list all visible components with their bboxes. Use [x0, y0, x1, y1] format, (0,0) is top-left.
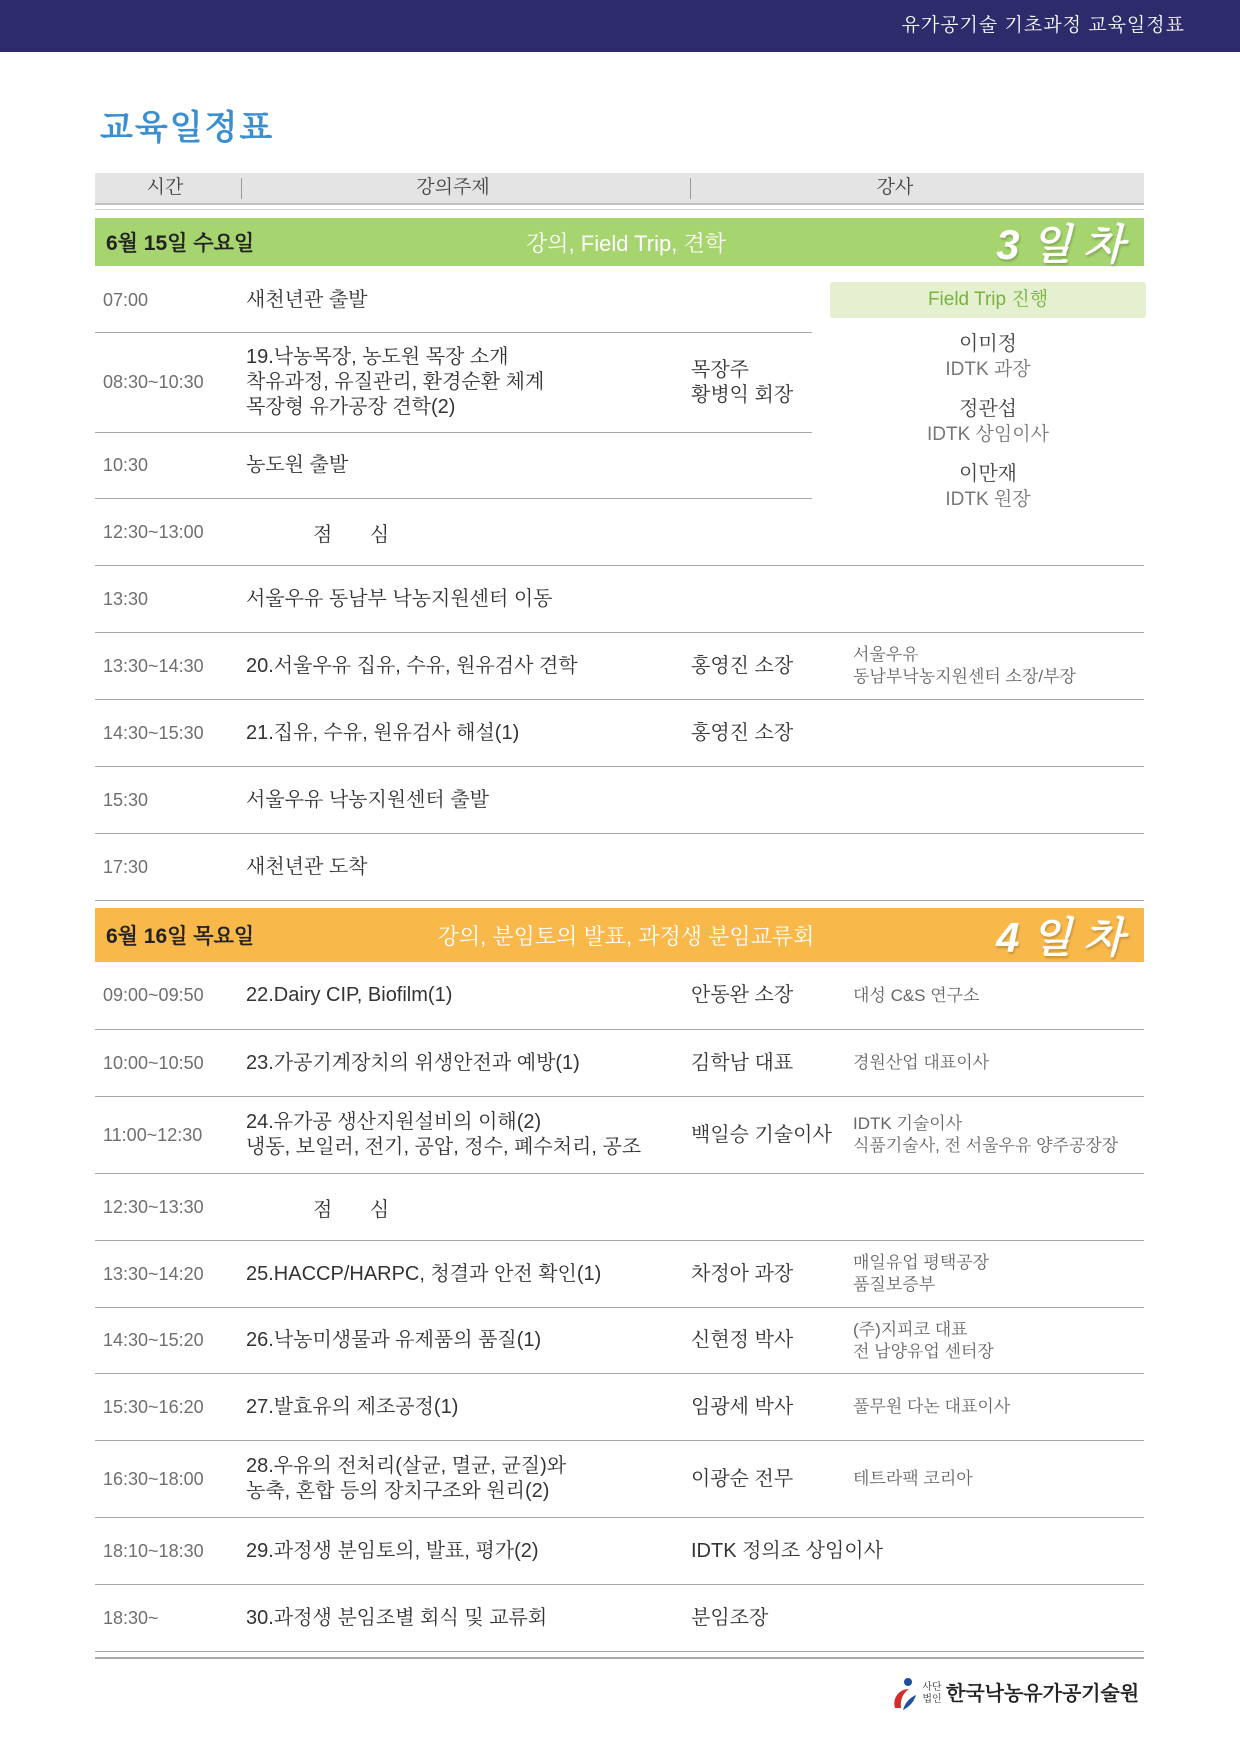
- row-affiliation: [853, 1241, 1173, 1307]
- instructor-line: 백일승 기술이사: [691, 1123, 832, 1146]
- schedule-row: [95, 1374, 1144, 1441]
- row-affiliation: [853, 1097, 1173, 1173]
- topic-line: 냉동, 보일러, 전기, 공압, 정수, 폐수처리, 공조: [246, 1136, 642, 1158]
- day-date: 6월 15일 수요일: [106, 232, 255, 255]
- staff-item: [830, 331, 1146, 396]
- table-header: [95, 173, 1144, 205]
- row-topic: [246, 1030, 686, 1096]
- row-instructor: [691, 700, 851, 766]
- instructor-line: 홍영진 소장: [691, 721, 794, 744]
- column-header-topic: 강의주제: [416, 177, 490, 198]
- row-topic: [246, 433, 686, 498]
- schedule-row: [95, 767, 1144, 834]
- column-header-time: 시간: [146, 177, 184, 198]
- row-time: 13:30~14:30: [103, 655, 204, 676]
- day-theme: 강의, Field Trip, 견학: [526, 230, 726, 256]
- row-time: 18:10~18:30: [103, 1540, 204, 1561]
- affiliation-line: 대성 C&S 연구소: [853, 985, 980, 1005]
- topic-line: 20.서울우유 집유, 수유, 원유검사 견학: [246, 654, 578, 677]
- staff-name: 이만재: [959, 463, 1017, 485]
- row-instructor: [691, 633, 851, 699]
- column-divider: [241, 178, 242, 199]
- row-time: 16:30~18:00: [103, 1468, 204, 1489]
- instructor-line: 목장주: [691, 358, 749, 381]
- topic-line: 24.유가공 생산지원설비의 이해(2): [246, 1111, 542, 1133]
- topic-line: 28.우유의 전처리(살균, 멸균, 균질)와: [246, 1455, 567, 1477]
- affiliation-line: 품질보증부: [853, 1275, 936, 1294]
- topic-line: 새천년관 도착: [246, 855, 368, 878]
- row-topic: [246, 566, 686, 632]
- row-time: 13:30: [103, 588, 149, 609]
- row-topic: [246, 333, 686, 432]
- schedule-row: [95, 1097, 1144, 1174]
- affiliation-line: 풀무원 다논 대표이사: [853, 1397, 1011, 1416]
- schedule-row-lunch: [95, 499, 1144, 566]
- row-topic: [246, 834, 686, 900]
- row-time: 14:30~15:30: [103, 722, 204, 743]
- row-instructor: [691, 962, 851, 1029]
- topic-line: 농도원 출발: [246, 454, 349, 476]
- staff-title: IDTK 과장: [945, 359, 1031, 380]
- instructor-line: 이광순 전무: [691, 1467, 794, 1490]
- schedule-row: [95, 962, 1144, 1030]
- schedule-row: [95, 1030, 1144, 1097]
- affiliation-line: 식품기술사, 전 서울우유 양주공장장: [853, 1136, 1119, 1155]
- schedule-row: [95, 566, 1144, 633]
- topic-line: 21.집유, 수유, 원유검사 해설(1): [246, 721, 520, 744]
- affiliation-line: 서울우유: [853, 645, 919, 664]
- schedule-row: [95, 433, 812, 499]
- schedule-row: [95, 1308, 1144, 1374]
- affiliation-line: 테트라팩 코리아: [853, 1469, 973, 1488]
- divider: [95, 209, 1144, 210]
- org-name: 한국낙농유가공기술원: [946, 1683, 1140, 1705]
- instructor-line: 김학남 대표: [691, 1051, 794, 1074]
- affiliation-line: 경원산업 대표이사: [853, 1053, 990, 1072]
- topic-line: 30.과정생 분임조별 회식 및 교류회: [246, 1606, 548, 1629]
- topic-line: 19.낙농목장, 농도원 목장 소개: [246, 346, 509, 368]
- org-logo-icon: [891, 1677, 917, 1711]
- staff-item: [830, 396, 1146, 461]
- row-topic: [246, 1241, 686, 1307]
- row-topic: [313, 1174, 513, 1240]
- row-time: 18:30~: [103, 1607, 159, 1628]
- day-number: 4 일 차: [996, 914, 1124, 961]
- row-time: 10:30: [103, 455, 149, 475]
- instructor-line: IDTK 정의조 상임이사: [691, 1539, 883, 1562]
- row-topic: [246, 1308, 686, 1373]
- row-time: 17:30: [103, 856, 149, 877]
- row-time: 15:30: [103, 789, 149, 810]
- row-topic: [246, 767, 686, 833]
- field-trip-staff: [830, 331, 1146, 526]
- column-header-instructor: 강사: [876, 177, 914, 198]
- row-instructor: [691, 1030, 851, 1096]
- schedule-row: [95, 834, 1144, 901]
- schedule-row: [95, 333, 812, 433]
- row-time: 13:30~14:20: [103, 1263, 204, 1284]
- row-time: 11:00~12:30: [103, 1124, 203, 1145]
- row-instructor: [691, 1585, 851, 1651]
- affiliation-line: 매일유업 평택공장: [853, 1253, 990, 1272]
- topic-line: 농축, 혼합 등의 장치구조와 원리(2): [246, 1480, 550, 1502]
- row-affiliation: [853, 962, 1173, 1029]
- row-instructor: [691, 1308, 851, 1373]
- header-bar: [0, 0, 1240, 52]
- topic-line: 목장형 유가공장 견학(2): [246, 396, 456, 418]
- row-affiliation: [853, 633, 1173, 699]
- row-instructor: [691, 1518, 1011, 1584]
- row-topic: [246, 1441, 686, 1517]
- row-instructor: [691, 1097, 851, 1173]
- row-topic: [246, 700, 686, 766]
- row-topic: [246, 633, 686, 699]
- instructor-line: 황병익 회장: [691, 383, 794, 406]
- lunch-label: 점 심: [313, 523, 390, 546]
- topic-line: 서울우유 낙농지원센터 출발: [246, 788, 489, 811]
- row-time: 12:30~13:00: [103, 521, 204, 542]
- row-instructor: [691, 1241, 851, 1307]
- schedule-row: [95, 1441, 1144, 1518]
- row-time: 10:00~10:50: [103, 1052, 204, 1073]
- row-topic: [246, 962, 686, 1029]
- row-instructor: [691, 333, 851, 432]
- row-time: 07:00: [103, 289, 149, 310]
- schedule-row: [95, 268, 812, 333]
- affiliation-line: (주)지피코 대표: [853, 1319, 968, 1339]
- day-banner: [95, 908, 1144, 962]
- topic-line: 25.HACCP/HARPC, 청결과 안전 확인(1): [246, 1262, 602, 1285]
- row-topic: [313, 499, 513, 565]
- schedule-row: [95, 700, 1144, 767]
- table-bottom-rule: [95, 1657, 1144, 1659]
- row-affiliation: [853, 1030, 1173, 1096]
- row-time: 14:30~15:20: [103, 1330, 204, 1350]
- schedule-row: [95, 1585, 1144, 1652]
- row-time: 12:30~13:30: [103, 1196, 204, 1217]
- topic-line: 서울우유 동남부 낙농지원센터 이동: [246, 587, 553, 610]
- affiliation-line: IDTK 기술이사: [853, 1114, 963, 1133]
- org-type-line: 사단: [922, 1682, 942, 1693]
- staff-name: 정관섭: [959, 398, 1017, 420]
- instructor-line: 홍영진 소장: [691, 654, 794, 677]
- day-banner: [95, 218, 1144, 266]
- schedule-row: [95, 633, 1144, 700]
- row-affiliation: [853, 1308, 1173, 1373]
- affiliation-line: 전 남양유업 센터장: [853, 1341, 994, 1361]
- org-type-line: 법인: [922, 1694, 942, 1705]
- document-title: 유가공기술 기초과정 교육일정표: [901, 15, 1185, 36]
- schedule-row: [95, 1241, 1144, 1308]
- row-affiliation: [853, 1374, 1173, 1440]
- row-time: 09:00~09:50: [103, 985, 204, 1005]
- field-trip-badge: Field Trip 진행: [830, 282, 1146, 318]
- affiliation-line: 동남부낙농지원센터 소장/부장: [853, 667, 1076, 686]
- row-topic: [246, 1097, 686, 1173]
- staff-name: 이미정: [959, 333, 1017, 355]
- instructor-line: 안동완 소장: [691, 984, 794, 1006]
- schedule-row: [95, 1518, 1144, 1585]
- topic-line: 26.낙농미생물과 유제품의 품질(1): [246, 1329, 542, 1351]
- row-time: 08:30~10:30: [103, 372, 204, 392]
- staff-title: IDTK 상임이사: [927, 424, 1049, 445]
- topic-line: 27.발효유의 제조공정(1): [246, 1395, 459, 1418]
- instructor-line: 분임조장: [691, 1606, 769, 1629]
- column-divider: [690, 178, 691, 199]
- topic-line: 23.가공기계장치의 위생안전과 예방(1): [246, 1051, 580, 1074]
- org-type-label: [921, 1682, 943, 1706]
- instructor-line: 임광세 박사: [691, 1395, 794, 1418]
- instructor-line: 신현정 박사: [691, 1329, 794, 1351]
- lunch-label: 점 심: [313, 1198, 390, 1221]
- row-topic: [246, 1374, 686, 1440]
- topic-line: 새천년관 출발: [246, 288, 368, 311]
- row-time: 15:30~16:20: [103, 1396, 204, 1417]
- row-topic: [246, 268, 686, 332]
- page-title: 교육일정표: [100, 109, 275, 147]
- day-date: 6월 16일 목요일: [106, 925, 255, 948]
- day-theme: 강의, 분임토의 발표, 과정생 분임교류회: [437, 923, 815, 949]
- topic-line: 29.과정생 분임토의, 발표, 평가(2): [246, 1539, 539, 1562]
- row-topic: [246, 1585, 686, 1651]
- topic-line: 22.Dairy CIP, Biofilm(1): [246, 984, 453, 1006]
- day-number: 3 일 차: [996, 221, 1124, 268]
- staff-title: IDTK 원장: [945, 489, 1031, 510]
- instructor-line: 차정아 과장: [691, 1262, 794, 1285]
- row-topic: [246, 1518, 686, 1584]
- row-instructor: [691, 1374, 851, 1440]
- topic-line: 착유과정, 유질관리, 환경순환 체계: [246, 371, 545, 393]
- row-instructor: [691, 1441, 851, 1517]
- row-affiliation: [853, 1441, 1173, 1517]
- schedule-row-lunch: [95, 1174, 1144, 1241]
